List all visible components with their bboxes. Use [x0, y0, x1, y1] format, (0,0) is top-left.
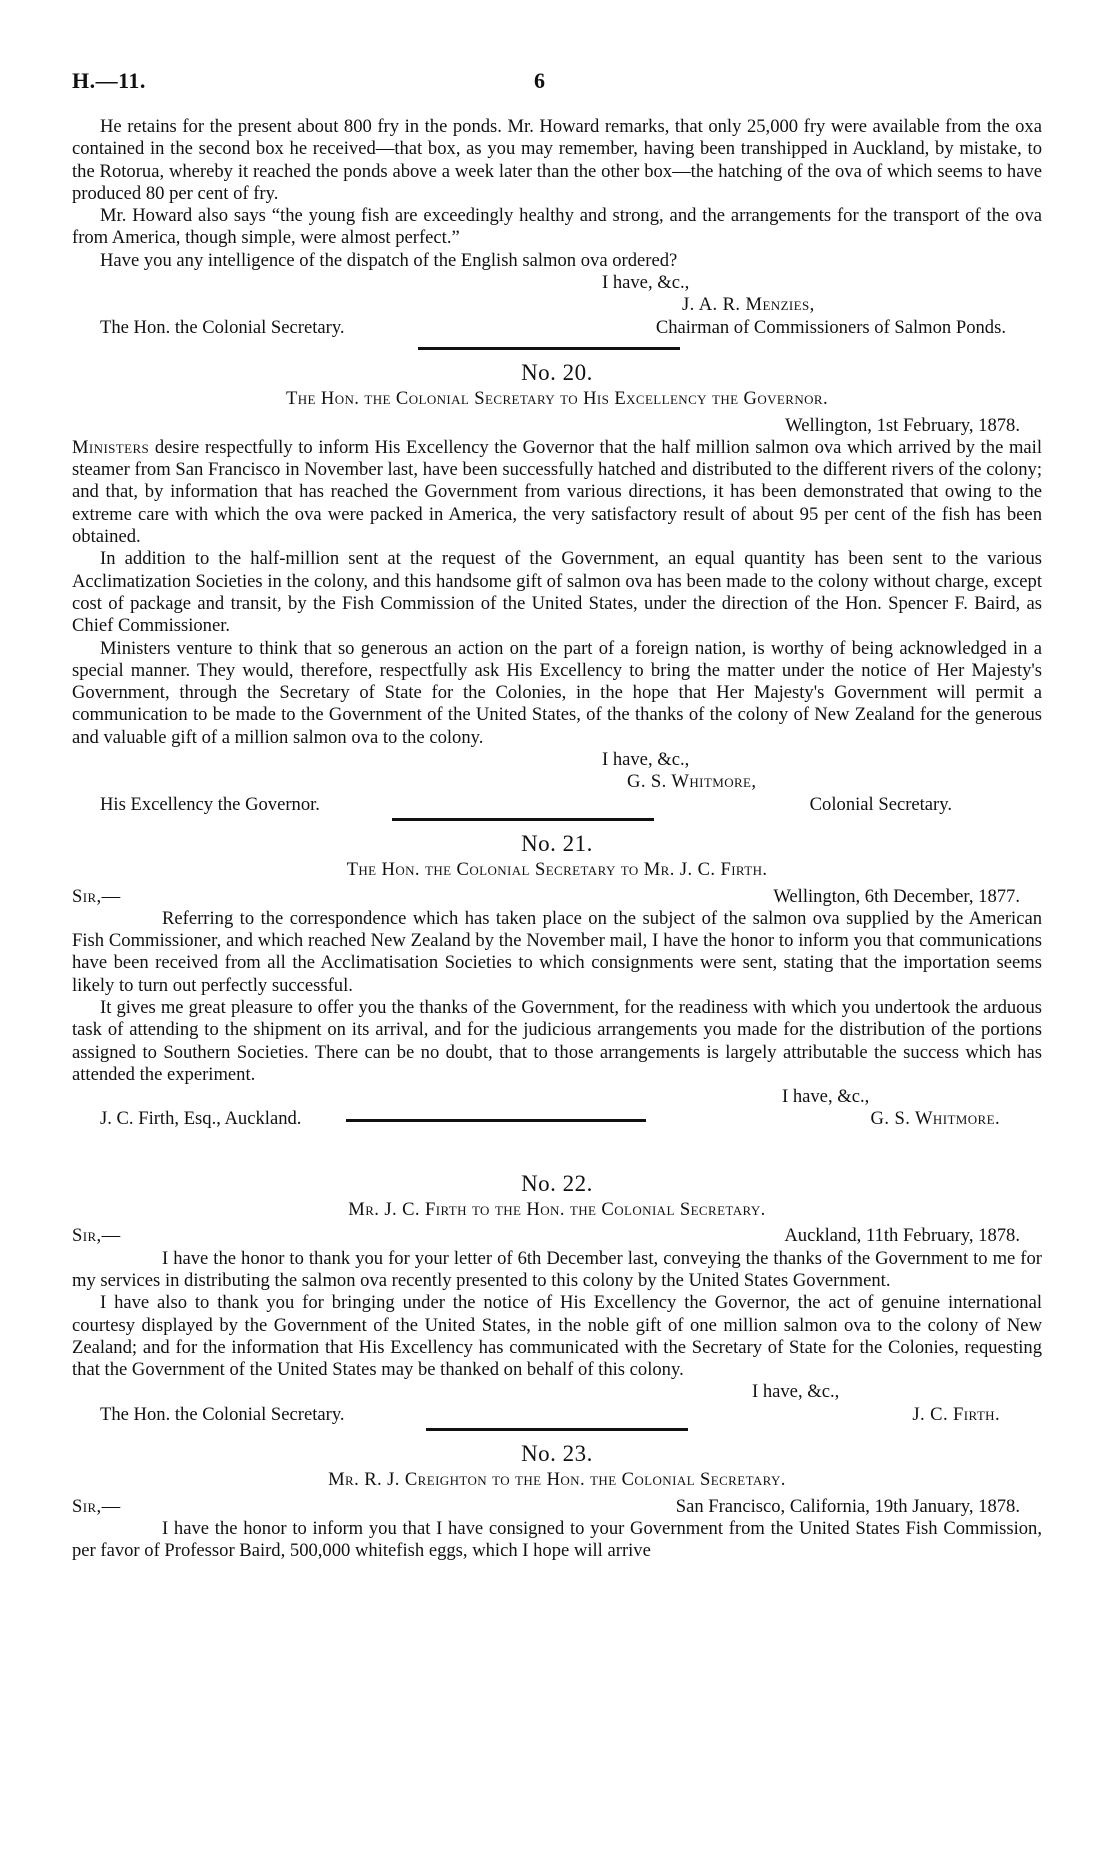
intro-signoff-row [72, 317, 1042, 339]
letter-heading: Mr. J. C. Firth to the Hon. the Colonial Secretary. [348, 1199, 766, 1221]
sheet-id: H.—11. [72, 68, 146, 93]
letter-21 [72, 830, 1042, 1131]
letter-signature: J. C. Firth. [912, 1403, 1000, 1425]
letter-closing: I have, &c., [782, 1086, 870, 1108]
intro-title: Chairman of Commissioners of Salmon Ponds. [655, 316, 1006, 338]
letter-dateline: Auckland, 11th February, 1878. [784, 1225, 1020, 1247]
letter-salutation-row [72, 886, 1042, 908]
letter-salutation-row [72, 1496, 1042, 1518]
letter-number: No. 23. [521, 1441, 593, 1467]
letter-title: Colonial Secretary. [809, 793, 952, 815]
letter-22 [72, 1170, 1042, 1431]
letter-dateline: San Francisco, California, 19th January, 1878. [675, 1495, 1020, 1517]
letter-heading: The Hon. the Colonial Secretary to Mr. J. C. Firth. [346, 859, 768, 881]
letter-signoff-row [72, 1108, 1042, 1130]
letter-signoff-row [72, 794, 1042, 816]
letter-number: No. 21. [521, 830, 593, 856]
letter-salutation: Sir,— [72, 1225, 121, 1247]
letter-paragraph-2: I have also to thank you for bringing under the notice of His Excellency the Governor, the act of genuine international courtesy displayed by the Government of the United States, in the noble gift of one million salmon ova to the colony of New Zealand; and for the information that His Excellency has communicated with the Secretary of State for the Colonies, requesting that the Government of the United States may be thanked on behalf of this colony. [72, 1292, 1042, 1381]
section-divider [346, 1119, 646, 1122]
letter-number: No. 20. [521, 359, 593, 385]
letter-dateline: Wellington, 1st February, 1878. [785, 414, 1020, 436]
letter-paragraph-1: I have the honor to inform you that I have consigned to your Government from the United States Fish Commission, per favor of Professor Baird, 500,000 whitefish eggs, which I hope will arrive [72, 1517, 1042, 1562]
letter-closing: I have, &c., [752, 1381, 840, 1403]
intro-addressee: The Hon. the Colonial Secretary. [100, 316, 345, 338]
letter-number: No. 22. [521, 1170, 593, 1196]
intro-closing: I have, &c., [602, 272, 690, 294]
intro-signature: J. A. R. Menzies, [682, 294, 815, 316]
letter-salutation: Sir,— [72, 1495, 121, 1517]
letter-20 [72, 359, 1042, 821]
page-header [72, 70, 1042, 104]
letter-dateline: Wellington, 6th December, 1877. [773, 885, 1020, 907]
letter-salutation: Sir,— [72, 885, 121, 907]
intro-paragraph-2: Mr. Howard also says “the young fish are exceedingly healthy and strong, and the arrangements for the transport of the ova from America, though simple, were almost perfect.” [72, 205, 1042, 249]
letter-closing: I have, &c., [602, 749, 690, 771]
page-number: 6 [534, 68, 545, 93]
intro-paragraph-3: Have you any intelligence of the dispatch of the English salmon ova ordered? [100, 249, 678, 271]
letter-signature: G. S. Whitmore, [627, 771, 757, 793]
letter-salutation-row [72, 1225, 1042, 1247]
letter-addressee: J. C. Firth, Esq., Auckland. [100, 1108, 302, 1130]
section-divider [426, 1428, 688, 1431]
letter-23 [72, 1443, 1042, 1562]
letter-signoff-row [72, 1404, 1042, 1426]
letter-addressee: The Hon. the Colonial Secretary. [100, 1403, 345, 1425]
letter-heading: Mr. R. J. Creighton to the Hon. the Colonial Secretary. [328, 1469, 786, 1491]
section-divider [392, 818, 654, 821]
letter-paragraph-1: Referring to the correspondence which has taken place on the subject of the salmon ova supplied by the American Fish Commissioner, and which reached New Zealand by the November mail, I have the honor to inform you that communications have been received from all the Acclimatisation Societies to which consignments were sent, stating that the importation seems likely to turn out perfectly successful. [72, 907, 1042, 996]
intro-letter [72, 116, 1042, 350]
letter-paragraph-2: In addition to the half-million sent at the request of the Government, an equal quantity has been sent to the various Acclimatization Societies in the colony, and this handsome gift of salmon ova has been made to the colony without charge, except cost of package and transit, by the Fish Commission of the United States, under the direction of the Hon. Spencer F. Baird, as Chief Commissioner. [72, 548, 1042, 637]
letter-addressee: His Excellency the Governor. [100, 793, 320, 815]
letter-heading: The Hon. the Colonial Secretary to His Excellency the Governor. [285, 388, 829, 410]
letter-addressee-wrap [72, 1108, 686, 1130]
document-page [72, 70, 1042, 1563]
letter-signature: G. S. Whitmore. [870, 1108, 1000, 1130]
letter-paragraph-1: Ministers desire respectfully to inform His Excellency the Governor that the half million salmon ova which arrived by the mail steamer from San Francisco in November last, have been successfully hatched and distributed to the different rivers of the colony; and that, by information that has reached the Government from various directions, it has been demonstrated that owing to the extreme care with which the ova were packed in America, the very satisfactory result of about 95 per cent of the fish has been obtained. [72, 436, 1042, 548]
letter-paragraph-2: It gives me great pleasure to offer you the thanks of the Government, for the readiness with which you undertook the arduous task of attending to the shipment on its arrival, and for the judicious arrangements you made for the distribution of the portions assigned to Southern Societies. There can be no doubt, that to those arrangements is largely attributable the success which has attended the experiment. [72, 996, 1042, 1085]
letter-paragraph-1: I have the honor to thank you for your letter of 6th December last, conveying the thanks of the Government to me for my services in distributing the salmon ova recently presented to this colony by the United States Government. [72, 1247, 1042, 1291]
intro-paragraph-1: He retains for the present about 800 fry in the ponds. Mr. Howard remarks, that only 25,000 fry were available from the oxa contained in the second box he received—that box, as you may remember, having been transhipped in Auckland, by mistake, to the Rotorua, whereby it reached the ponds above a week later than the other box—the hatching of the ova of which seems to have produced 80 per cent of fry. [72, 116, 1042, 204]
letter-paragraph-3: Ministers venture to think that so generous an action on the part of a foreign nation, is worthy of being acknowledged in a special manner. They would, therefore, respectfully ask His Excellency to bring the matter under the notice of Her Majesty's Government, through the Secretary of State for the Colonies, in the hope that Her Majesty's Government will permit a communication to be made to the Government of the United States, of the thanks of the colony of New Zealand for the generous and valuable gift of a million salmon ova to the colony. [72, 637, 1042, 748]
section-divider [418, 347, 680, 350]
